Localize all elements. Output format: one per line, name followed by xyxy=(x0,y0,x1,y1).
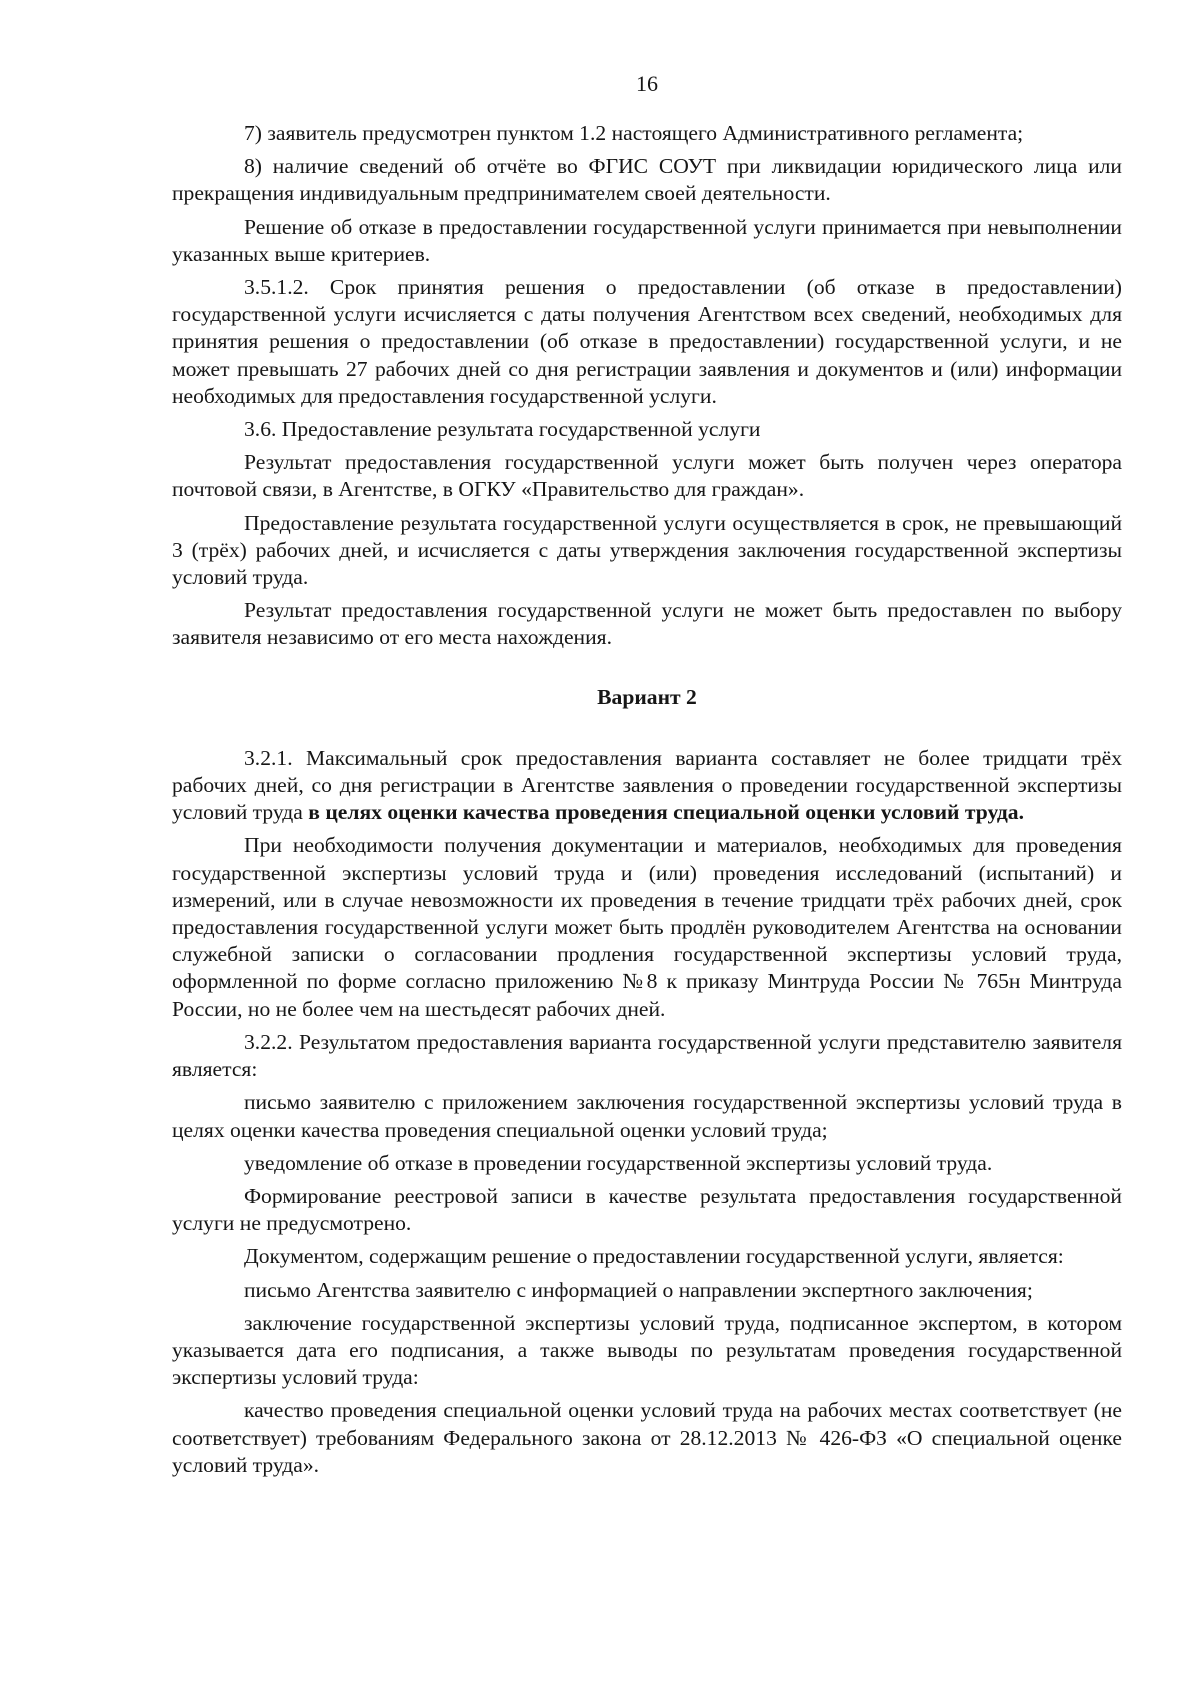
paragraph-refusal-notice: уведомление об отказе в проведении государственной экспертизы условий труда. xyxy=(244,1150,993,1175)
paragraph-extension: При необходимости получения документации и материалов, необходимых для проведения государственной экспертизы условий труда и (или) проведения исследований (испытаний) и измерений, или в случае невозможности их проведения в течение тридцати трёх рабочих дней, срок предоставления государственной услуги может быть продлён руководителем Агентства на основании служебной записки о согласовании продления государственной экспертизы условий труда, оформленной по форме согласно приложению №8 к приказу Минтруда России № 765н Минтруда России, но не более чем на шестьдесят рабочих дней. xyxy=(172,833,1122,1021)
paragraph-agency-letter: письмо Агентства заявителю с информацией о направлении экспертного заключения; xyxy=(244,1277,1033,1302)
paragraph-3-2-1-text: 3.2.1. Максимальный срок предоставления варианта составляет не более тридцати трёх рабочих дней, со дня регистрации в Агентстве заявления о проведении государственной экспертизы условий труда xyxy=(172,745,1122,825)
paragraph-letter-with-conclusion: письмо заявителю с приложением заключения государственной экспертизы условий труда в целях оценки качества проведения специальной оценки условий труда; xyxy=(172,1090,1122,1142)
paragraph-3-6-heading: 3.6. Предоставление результата государственной услуги xyxy=(244,417,761,442)
paragraph-decision-document: Документом, содержащим решение о предоставлении государственной услуги, является: xyxy=(244,1244,1064,1269)
paragraph-result-term: Предоставление результата государственной услуги осуществляется в срок, не превышающий 3 (трёх) рабочих дней, и исчисляется с даты утверждения заключения государственной экспертизы условий труда. xyxy=(172,510,1122,590)
paragraph-3-2-1-bold: в целях оценки качества проведения специальной оценки условий труда. xyxy=(308,800,1024,825)
document-page xyxy=(172,70,1122,1479)
paragraph-item-7: 7) заявитель предусмотрен пунктом 1.2 настоящего Административного регламента; xyxy=(244,121,1024,145)
paragraph-refusal-decision: Решение об отказе в предоставлении государственной услуги принимается при невыполнении указанных выше критериев. xyxy=(172,214,1122,266)
paragraph-3-5-1-2: 3.5.1.2. Срок принятия решения о предоставлении (об отказе в предоставлении) государственной услуги исчисляется с даты получения Агентством всех сведений, необходимых для принятия решения о предоставлении (об отказе в предоставлении) государственной услуги, и не может превышать 27 рабочих дней со дня регистрации заявления и документов и (или) информации необходимых для предоставления государственной услуги. xyxy=(172,275,1122,408)
paragraph-item-8: 8) наличие сведений об отчёте во ФГИС СОУТ при ликвидации юридического лица или прекращения индивидуальным предпринимателем своей деятельности. xyxy=(172,154,1122,206)
paragraph-result-choice: Результат предоставления государственной услуги не может быть предоставлен по выбору заявителя независимо от его места нахождения. xyxy=(172,598,1122,650)
paragraph-quality-conclusion: качество проведения специальной оценки условий труда на рабочих местах соответствует (не соответствует) требованиям Федерального закона от 28.12.2013 № 426-ФЗ «О специальной оценке условий труда». xyxy=(172,1398,1122,1477)
paragraph-registry-record: Формирование реестровой записи в качестве результата предоставления государственной услуги не предусмотрено. xyxy=(172,1183,1122,1236)
section-title: Вариант 2 xyxy=(597,684,697,709)
paragraph-expert-conclusion: заключение государственной экспертизы условий труда, подписанное экспертом, в котором указывается дата его подписания, а также выводы по результатам проведения государственной экспертизы условий труда: xyxy=(172,1310,1122,1390)
page-number: 16 xyxy=(636,71,658,96)
paragraph-result-delivery: Результат предоставления государственной услуги может быть получен через оператора почтовой связи, в Агентстве, в ОГКУ «Правительство для граждан». xyxy=(172,450,1122,502)
paragraph-3-2-2: 3.2.2. Результатом предоставления варианта государственной услуги представителю заявителя является: xyxy=(172,1029,1122,1082)
paragraph-3-2-1 xyxy=(172,745,1122,827)
